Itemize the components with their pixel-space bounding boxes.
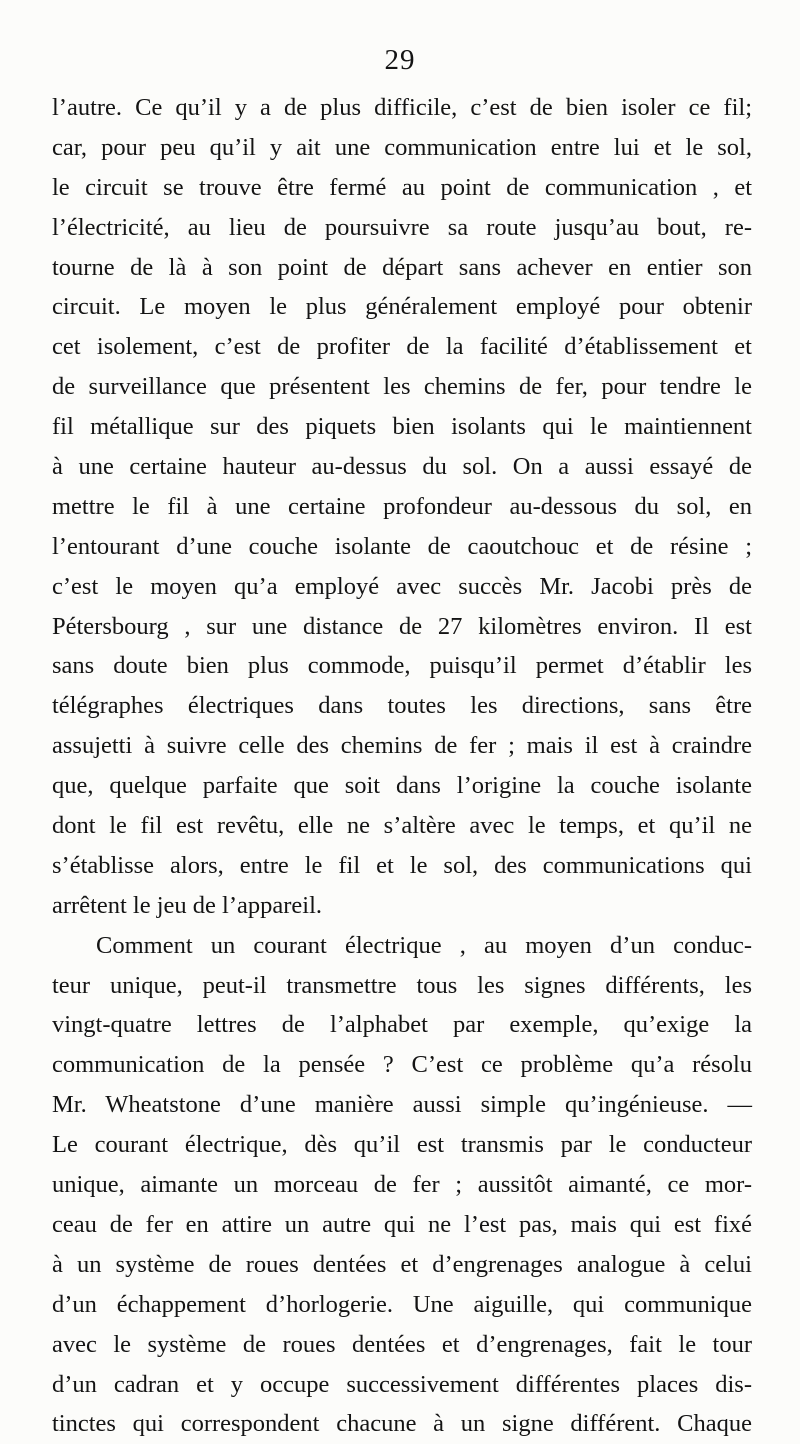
text-line: d’un échappement d’horlogerie. Une aiguille, qui communique xyxy=(52,1290,752,1318)
text-line: communication de la pensée ? C’est ce problème qu’a résolu xyxy=(52,1051,752,1079)
text-line: Pétersbourg , sur une distance de 27 kilomètres environ. Il est xyxy=(52,612,752,640)
text-line: à une certaine hauteur au-dessus du sol. On a aussi essayé de xyxy=(52,453,752,481)
text-line: Mr. Wheatstone d’une manière aussi simple qu’ingénieuse. — xyxy=(52,1091,752,1119)
page-number: 29 xyxy=(384,44,416,76)
text-line: avec le système de roues dentées et d’engrenages, fait le tour xyxy=(52,1330,752,1358)
text-line: assujetti à suivre celle des chemins de fer ; mais il est à craindre xyxy=(52,732,752,760)
text-line: unique, aimante un morceau de fer ; aussitôt aimanté, ce mor- xyxy=(52,1171,752,1199)
text-line: dont le fil est revêtu, elle ne s’altère avec le temps, et qu’il ne xyxy=(52,812,752,840)
text-line: vingt-quatre lettres de l’alphabet par exemple, qu’exige la xyxy=(52,1011,752,1039)
body-text xyxy=(52,88,752,1444)
text-line: le circuit se trouve être fermé au point de communication , et xyxy=(52,173,752,201)
text-line: de surveillance que présentent les chemins de fer, pour tendre le xyxy=(52,373,752,401)
text-line: tourne de là à son point de départ sans achever en entier son xyxy=(52,253,752,281)
paragraph-end-line: arrêtent le jeu de l’appareil. xyxy=(52,891,323,919)
text-line: l’entourant d’une couche isolante de caoutchouc et de résine ; xyxy=(52,532,752,560)
text-line: circuit. Le moyen le plus généralement employé pour obtenir xyxy=(52,293,752,321)
text-line: que, quelque parfaite que soit dans l’origine la couche isolante xyxy=(52,772,752,800)
text-line: Le courant électrique, dès qu’il est transmis par le conducteur xyxy=(52,1131,752,1159)
paragraph-start-line: Comment un courant électrique , au moyen d’un conduc- xyxy=(96,931,752,959)
text-line: télégraphes électriques dans toutes les directions, sans être xyxy=(52,692,752,720)
text-line: cet isolement, c’est de profiter de la facilité d’établissement et xyxy=(52,333,752,361)
text-line: fil métallique sur des piquets bien isolants qui le maintiennent xyxy=(52,413,752,441)
text-line: c’est le moyen qu’a employé avec succès Mr. Jacobi près de xyxy=(52,572,752,600)
text-line: teur unique, peut-il transmettre tous les signes différents, les xyxy=(52,971,752,999)
text-line: l’électricité, au lieu de poursuivre sa route jusqu’au bout, re- xyxy=(52,213,752,241)
text-line: l’autre. Ce qu’il y a de plus difficile, c’est de bien isoler ce fil; xyxy=(52,94,752,121)
text-line: car, pour peu qu’il y ait une communication entre lui et le sol, xyxy=(52,133,752,161)
text-line: tinctes qui correspondent chacune à un signe différent. Chaque xyxy=(52,1410,752,1438)
text-line: s’établisse alors, entre le fil et le sol, des communications qui xyxy=(52,851,752,879)
text-line: mettre le fil à une certaine profondeur au-dessous du sol, en xyxy=(52,492,752,520)
text-line: à un système de roues dentées et d’engrenages analogue à celui xyxy=(52,1250,752,1278)
text-line: d’un cadran et y occupe successivement différentes places dis- xyxy=(52,1370,752,1398)
text-line: sans doute bien plus commode, puisqu’il permet d’établir les xyxy=(52,652,752,680)
text-line: ceau de fer en attire un autre qui ne l’est pas, mais qui est fixé xyxy=(52,1210,752,1238)
